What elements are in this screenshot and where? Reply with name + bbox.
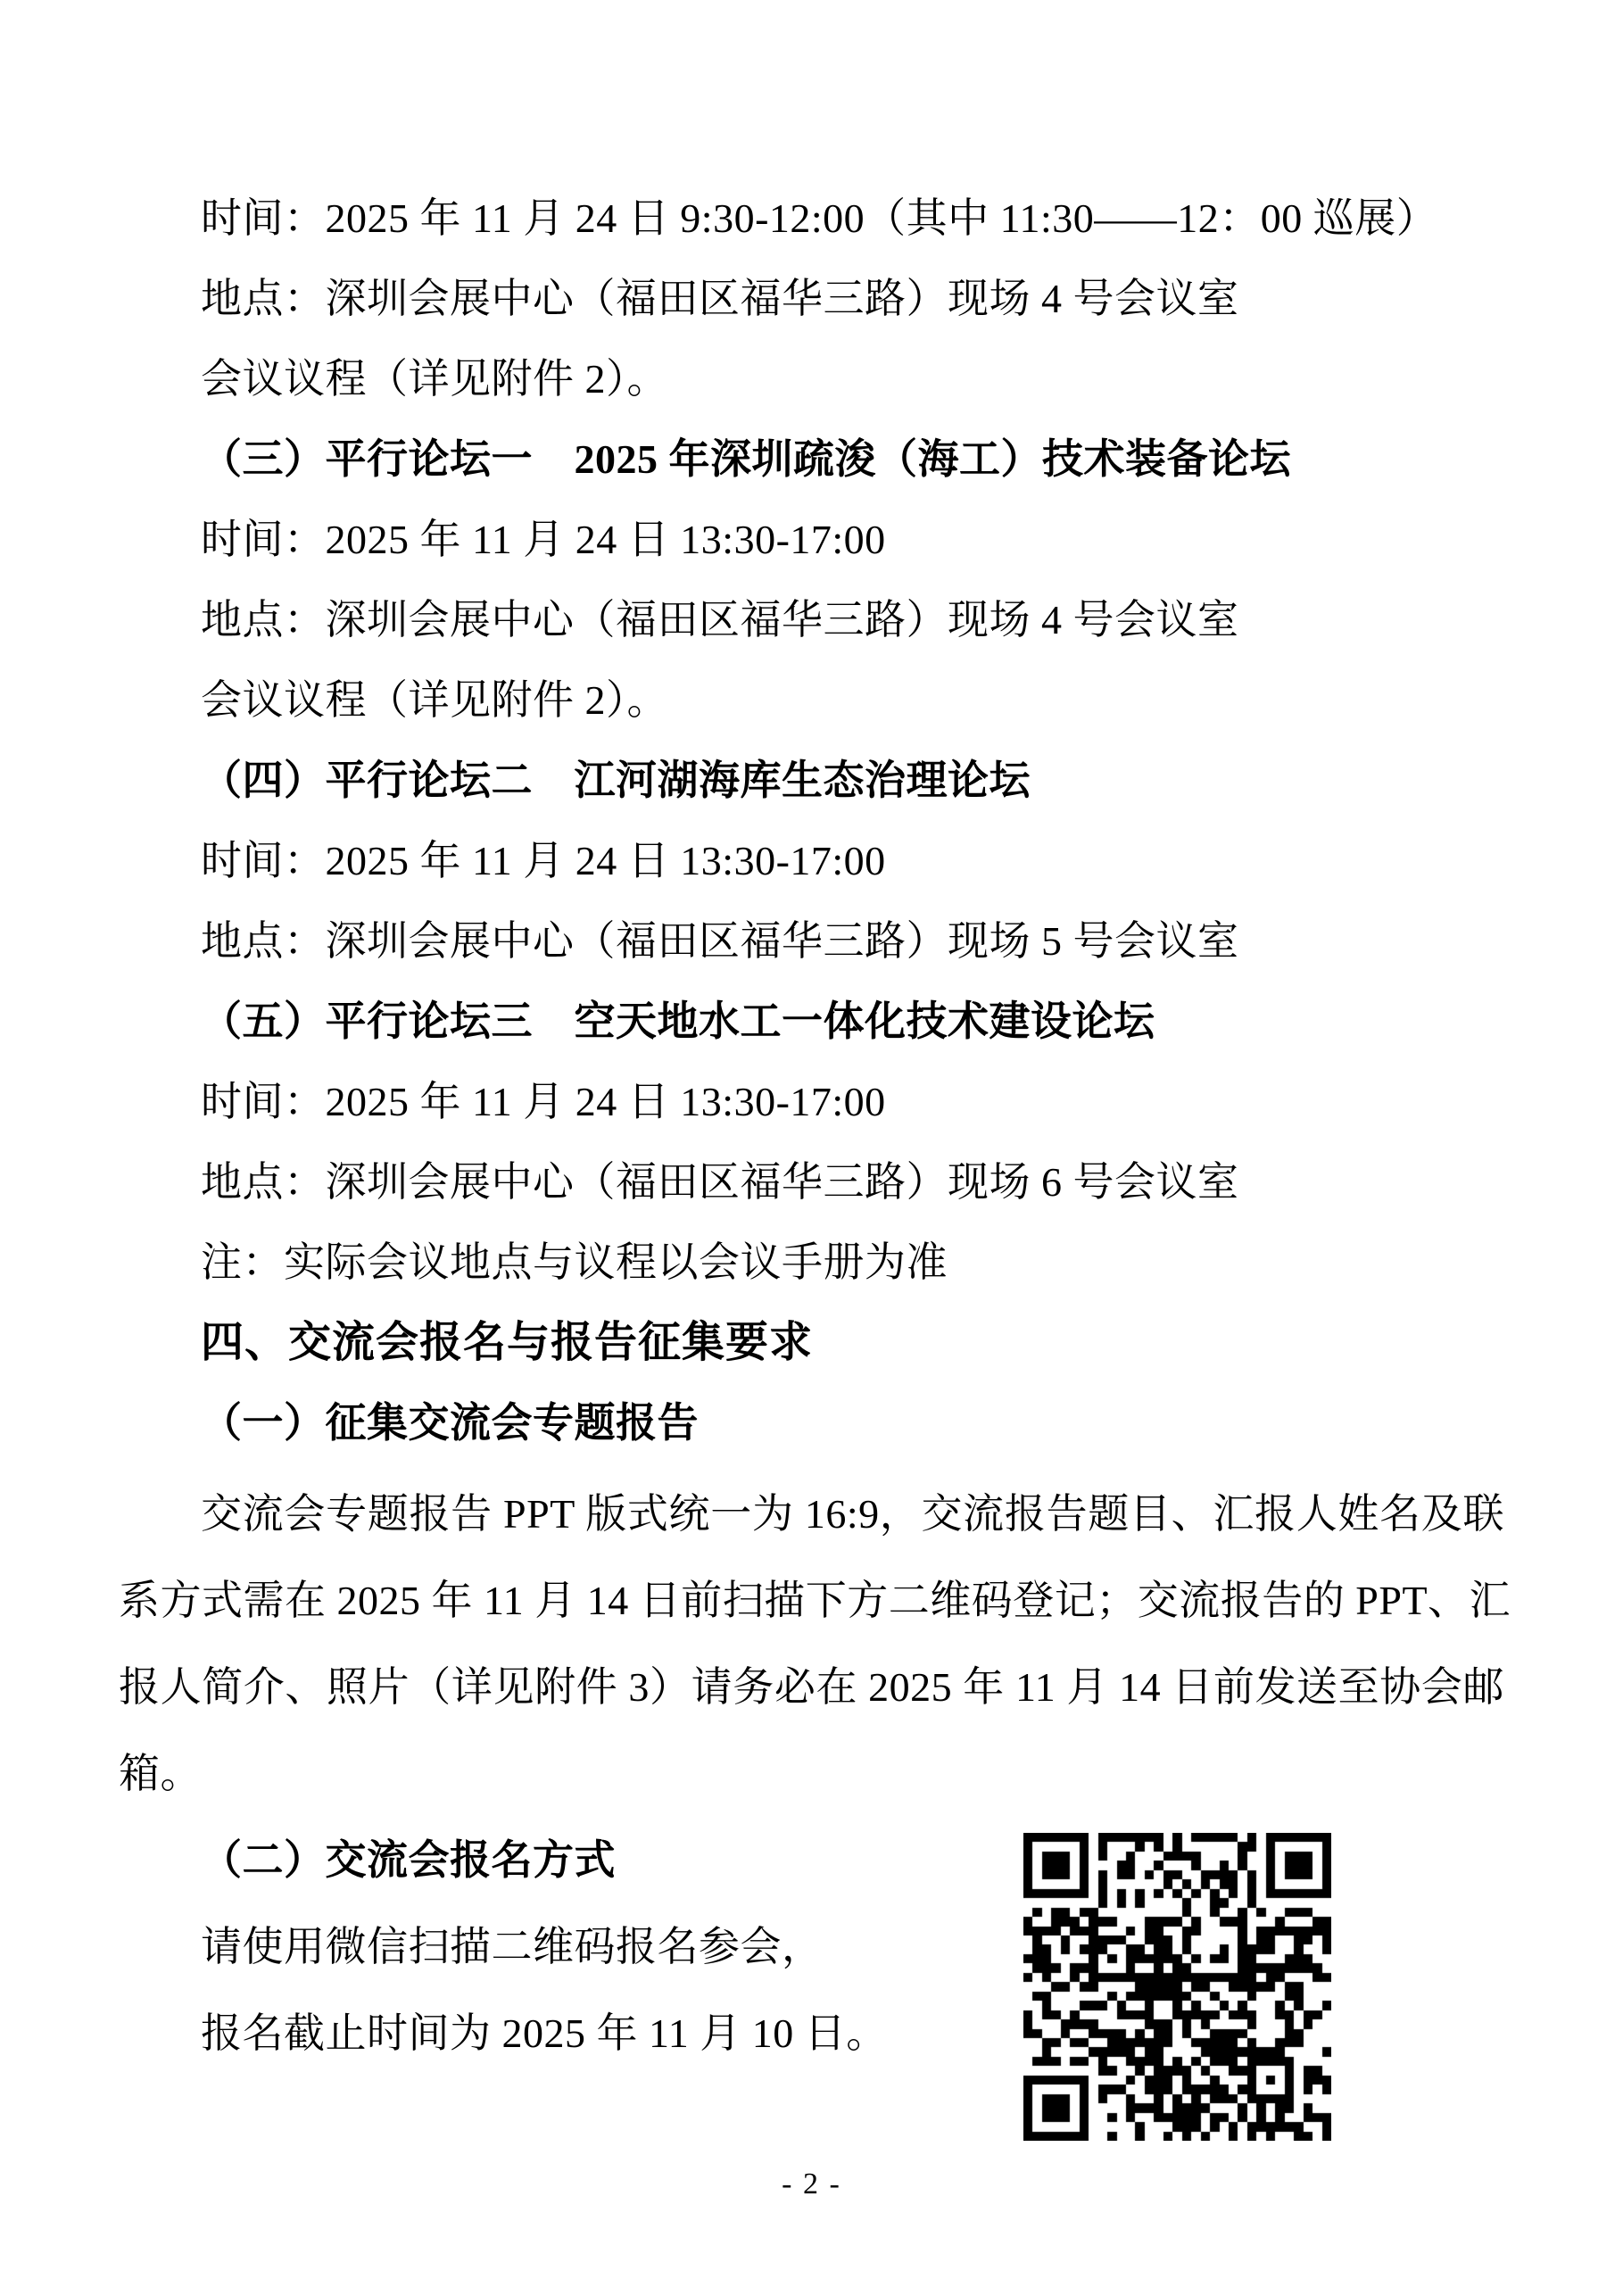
time-line: 时间：2025 年 11 月 24 日 9:30-12:00（其中 11:30——12：00 巡展）	[201, 195, 1438, 241]
paragraph-line: 系方式需在 2025 年 11 月 14 日前扫描下方二维码登记；交流报告的 PPT、汇	[119, 1578, 1511, 1623]
section-heading-forum1: （三）平行论坛一 2025 年深圳疏浚（海工）技术装备论坛	[201, 436, 1291, 482]
registration-qr-code	[1023, 1833, 1331, 2141]
subsection-heading-signup: （二）交流会报名方式	[201, 1837, 616, 1883]
venue-line: 地点：深圳会展中心（福田区福华三路）现场 4 号会议室	[201, 276, 1239, 321]
venue-line: 地点：深圳会展中心（福田区福华三路）现场 5 号会议室	[201, 918, 1239, 964]
document-body	[119, 178, 1511, 2076]
paragraph-line: 报人简介、照片（详见附件 3）请务必在 2025 年 11 月 14 日前发送至协会邮	[119, 1664, 1504, 1710]
venue-line: 地点：深圳会展中心（福田区福华三路）现场 4 号会议室	[201, 597, 1239, 642]
page-number: - 2 -	[782, 2168, 841, 2201]
venue-line: 地点：深圳会展中心（福田区福华三路）现场 6 号会议室	[201, 1159, 1239, 1205]
agenda-line: 会议议程（详见附件 2）。	[201, 677, 668, 723]
note-line: 注：实际会议地点与议程以会议手册为准	[201, 1239, 948, 1285]
paragraph-line: 报名截止时间为 2025 年 11 月 10 日。	[201, 2010, 888, 2056]
subsection-heading-report-collection: （一）征集交流会专题报告	[201, 1400, 699, 1446]
time-line: 时间：2025 年 11 月 24 日 13:30-17:00	[201, 517, 886, 562]
paragraph-line: 请使用微信扫描二维码报名参会，	[201, 1924, 824, 1969]
paragraph-line: 箱。	[119, 1751, 202, 1796]
time-line: 时间：2025 年 11 月 24 日 13:30-17:00	[201, 838, 886, 883]
agenda-line: 会议议程（详见附件 2）。	[201, 356, 668, 402]
section-heading-forum3: （五）平行论坛三 空天地水工一体化技术建设论坛	[201, 999, 1155, 1044]
chapter-heading-registration: 四、交流会报名与报告征集要求	[201, 1319, 814, 1366]
section-heading-forum2: （四）平行论坛二 江河湖海库生态治理论坛	[201, 758, 1031, 803]
time-line: 时间：2025 年 11 月 24 日 13:30-17:00	[201, 1079, 886, 1124]
paragraph-line: 交流会专题报告 PPT 版式统一为 16:9，交流报告题目、汇报人姓名及联	[201, 1491, 1504, 1537]
